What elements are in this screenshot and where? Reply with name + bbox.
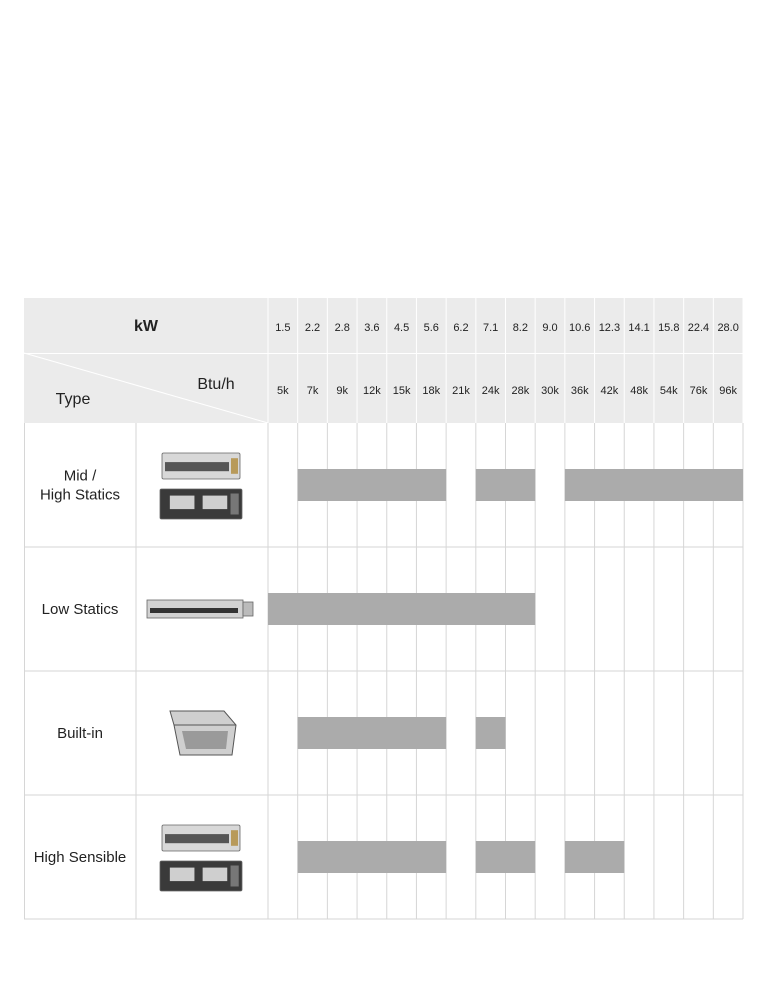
kw-tick-label: 7.1 [483,322,499,334]
capacity-range-bar [298,469,446,501]
capacity-range-bar [268,593,535,625]
btu-tick-label: 42k [600,385,619,397]
kw-tick-label: 5.6 [423,322,439,334]
built-in-unit-icon [170,711,236,755]
btu-tick-label: 96k [719,385,738,397]
type-header-label: Type [55,391,91,408]
capacity-range-bar [476,841,535,873]
row-type-label: Built-in [57,725,103,742]
btu-tick-label: 12k [363,385,381,397]
row-type-label: Mid / [63,467,97,485]
btu-tick-label: 76k [689,385,708,397]
btu-header-label: Btu/h [197,376,235,393]
slim-ducted-unit-icon [147,600,253,618]
btu-tick-label: 5k [277,385,289,397]
kw-header-label: kW [134,318,158,335]
unit-slot [165,834,229,843]
kw-tick-label: 1.5 [275,322,291,334]
header-background [24,298,743,423]
btu-tick-label: 36k [570,385,589,397]
kw-tick-label: 2.8 [334,322,350,334]
unit-grille [203,496,228,510]
row-type-label: High Sensible [33,849,127,866]
btu-tick-label: 24k [481,385,500,397]
unit-box [243,602,253,616]
kw-tick-label: 6.2 [453,322,469,334]
kw-tick-label: 9.0 [542,322,558,334]
unit-box [231,866,239,887]
row-type-label: High Statics [39,486,121,504]
btu-tick-label: 18k [422,385,441,397]
unit-box [231,830,238,846]
capacity-range-bar [298,841,446,873]
btu-tick-label: 21k [452,385,470,397]
kw-tick-label: 28.0 [717,322,739,334]
ducted-unit-pair-icon [160,453,242,519]
kw-tick-label: 12.3 [598,322,621,334]
btu-tick-label: 15k [392,385,411,397]
kw-tick-label: 2.2 [304,322,321,334]
unit-grille [170,496,195,510]
kw-tick-label: 15.8 [658,322,680,334]
capacity-range-bar [476,469,535,501]
kw-tick-label: 10.6 [569,322,591,334]
unit-slot [150,608,238,613]
unit-slot [165,462,229,471]
capacity-range-bar [565,469,743,501]
kw-tick-label: 22.4 [687,322,710,334]
unit-box [231,458,238,474]
btu-tick-label: 30k [541,385,559,397]
btu-tick-label: 54k [659,385,678,397]
row-type-label: Low Statics [41,601,119,618]
unit-box [231,494,239,515]
kw-tick-label: 4.5 [393,322,410,334]
unit-grille [170,868,195,882]
kw-tick-label: 3.6 [364,322,380,334]
btu-tick-label: 9k [336,385,349,397]
unit-grille [182,731,228,749]
capacity-range-bar [298,717,446,749]
kw-tick-label: 14.1 [628,322,650,334]
kw-tick-label: 8.2 [512,322,528,334]
unit-grille [203,868,228,882]
capacity-range-bar [565,841,624,873]
ducted-unit-pair-icon [160,825,242,891]
btu-tick-label: 48k [630,385,648,397]
btu-tick-label: 28k [511,385,530,397]
capacity-range-bar [476,717,506,749]
btu-tick-label: 7k [306,385,319,397]
